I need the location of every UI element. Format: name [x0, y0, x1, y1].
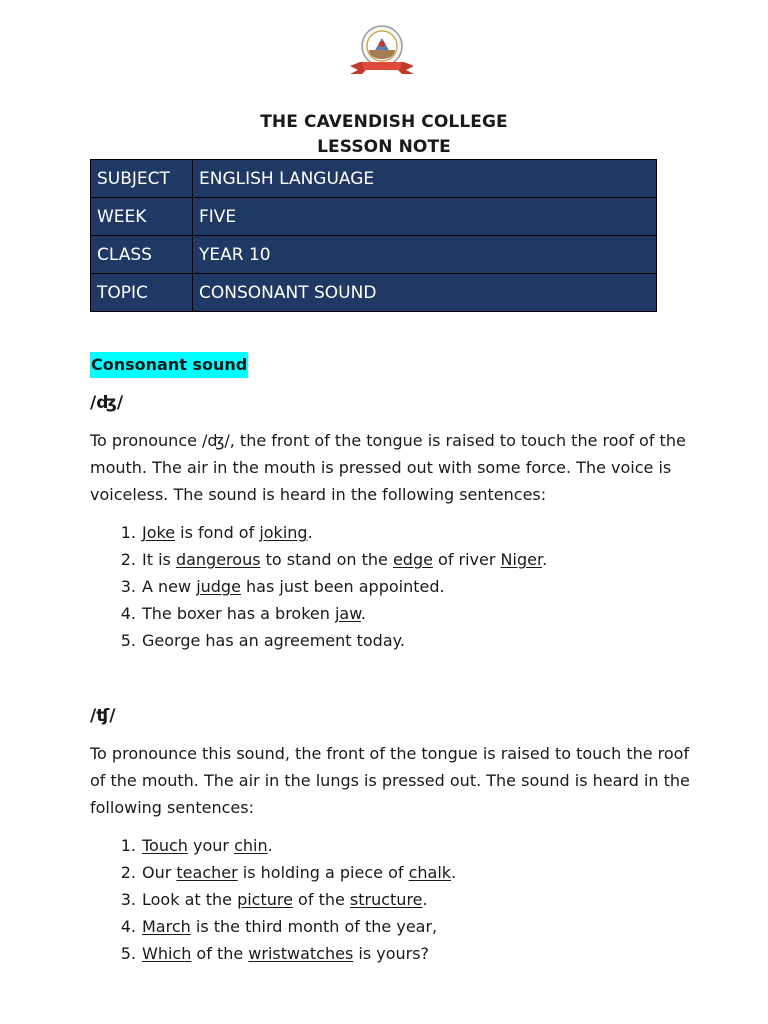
list-number: 4.: [120, 917, 136, 936]
sentence-text: .: [422, 890, 428, 909]
underlined-word: judge: [196, 577, 241, 596]
underlined-word: structure: [349, 890, 423, 909]
table-row: [91, 198, 657, 236]
sound-description: To pronounce /ʤ/, the front of the tongue is raised to touch the roof of the mouth. The air in the mouth is pressed out with some force. The voice is voiceless. The sound is heard in the following sentences:: [90, 431, 686, 504]
sentence-text: George has an agreement today.: [142, 631, 405, 650]
sentence-text: is yours?: [353, 944, 430, 963]
sentence-text: It is: [142, 550, 176, 569]
sentence-text: Look at the: [142, 890, 238, 909]
list-item: [90, 519, 547, 546]
list-item: [90, 940, 456, 967]
underlined-word: March: [142, 917, 191, 936]
example-sentence: [136, 523, 313, 542]
sentence-text: .: [360, 604, 366, 623]
college-crest-icon: [348, 22, 416, 86]
sentence-text: is the third month of the year,: [190, 917, 438, 936]
underlined-word: jaw: [334, 604, 361, 623]
list-item: [90, 573, 547, 600]
sentence-text: to stand on the: [260, 550, 393, 569]
sound-symbol: /ʧ/: [90, 706, 116, 726]
list-item: [90, 832, 456, 859]
underlined-word: joking: [259, 523, 308, 542]
sound-description: To pronounce this sound, the front of the tongue is raised to touch the roof of the mouth. The air in the lungs is pressed out. The sound is heard in the following sentences:: [90, 744, 690, 817]
sentence-text: of the: [292, 890, 350, 909]
list-item: [90, 600, 547, 627]
example-sentence: [136, 631, 405, 650]
underlined-word: Niger: [500, 550, 543, 569]
underlined-word: Touch: [142, 836, 188, 855]
sentence-text: your: [187, 836, 235, 855]
underlined-word: teacher: [176, 863, 238, 882]
table-row: [91, 160, 657, 198]
example-sentence: [136, 917, 437, 936]
sentence-text: Our: [142, 863, 177, 882]
info-value: ENGLISH LANGUAGE: [193, 160, 657, 198]
underlined-word: picture: [237, 890, 293, 909]
table-row: [91, 236, 657, 274]
sentence-text: is fond of: [175, 523, 260, 542]
list-item: [90, 886, 456, 913]
list-item: [90, 627, 547, 654]
example-sentence: [136, 863, 456, 882]
sentence-text: .: [307, 523, 313, 542]
info-label: TOPIC: [91, 274, 193, 312]
sound-symbol: /ʤ/: [90, 393, 124, 413]
example-sentence: [136, 836, 273, 855]
document-title: LESSON NOTE: [317, 137, 451, 157]
table-row: [91, 274, 657, 312]
list-item: [90, 913, 456, 940]
sentence-text: A new: [142, 577, 197, 596]
list-item: [90, 546, 547, 573]
sentence-text: .: [267, 836, 273, 855]
sentence-text: of the: [191, 944, 249, 963]
sentence-text: .: [451, 863, 457, 882]
underlined-word: chalk: [408, 863, 452, 882]
underlined-word: dangerous: [175, 550, 261, 569]
info-value: FIVE: [193, 198, 657, 236]
underlined-word: chin: [234, 836, 268, 855]
underlined-word: Joke: [142, 523, 176, 542]
school-name: THE CAVENDISH COLLEGE: [260, 112, 508, 132]
section-heading: Consonant sound: [90, 352, 248, 378]
list-number: 1.: [120, 836, 136, 855]
sentence-text: has just been appointed.: [240, 577, 445, 596]
info-value: CONSONANT SOUND: [193, 274, 657, 312]
underlined-word: edge: [392, 550, 433, 569]
list-number: 1.: [120, 523, 136, 542]
sentence-text: is holding a piece of: [237, 863, 409, 882]
info-label: SUBJECT: [91, 160, 193, 198]
list-number: 5.: [120, 944, 136, 963]
list-number: 5.: [120, 631, 136, 650]
underlined-word: Which: [142, 944, 192, 963]
example-sentence: [136, 550, 547, 569]
list-number: 3.: [120, 577, 136, 596]
example-list: [90, 832, 456, 967]
example-sentence: [136, 944, 429, 963]
info-label: CLASS: [91, 236, 193, 274]
list-item: [90, 859, 456, 886]
underlined-word: wristwatches: [248, 944, 354, 963]
sentence-text: The boxer has a broken: [142, 604, 335, 623]
example-list: [90, 519, 547, 654]
example-sentence: [136, 890, 428, 909]
info-label: WEEK: [91, 198, 193, 236]
info-value: YEAR 10: [193, 236, 657, 274]
list-number: 3.: [120, 890, 136, 909]
example-sentence: [136, 604, 366, 623]
example-sentence: [136, 577, 445, 596]
sentence-text: of river: [432, 550, 501, 569]
list-number: 2.: [120, 863, 136, 882]
list-number: 4.: [120, 604, 136, 623]
sentence-text: .: [542, 550, 548, 569]
list-number: 2.: [120, 550, 136, 569]
lesson-info-table: [90, 159, 657, 312]
